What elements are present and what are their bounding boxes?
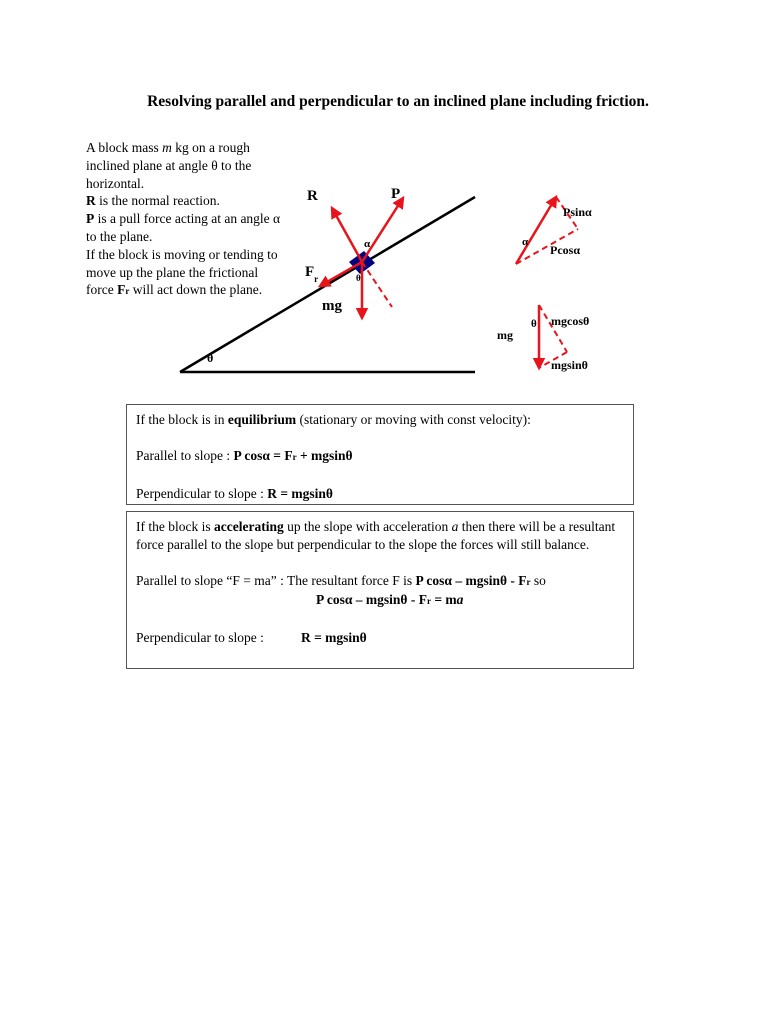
label-theta-block: θ [356,273,361,283]
mg-triangle-mgsin: mgsinθ [551,358,588,372]
label-P: P [391,186,401,202]
accelerating-equation: P cosα – mgsinθ - Fr = ma [316,592,464,608]
accelerating-perpendicular: Perpendicular to slope : R = mgsinθ [136,630,367,646]
base-theta-label: θ [207,351,214,365]
accelerating-box [126,511,634,669]
label-R: R [307,188,318,204]
p-triangle-alpha: α [522,236,529,248]
equilibrium-parallel: Parallel to slope : P cosα = Fr + mgsinθ [136,447,353,463]
inclined-plane-diagram [0,0,768,400]
equilibrium-perpendicular: Perpendicular to slope : R = mgsinθ [136,485,333,501]
mg-triangle-mg: mg [497,328,513,342]
intro-line-pull: P is a pull force acting at an angle α to the plane. [86,211,281,244]
mg-triangle-mgcos: mgcosθ [551,314,590,328]
intro-line-normal: R is the normal reaction. [86,193,220,209]
incline-line [180,197,475,372]
label-mg: mg [322,298,342,314]
mg-triangle-cos [539,305,567,352]
label-Fr: $F_r$ [305,264,319,284]
p-triangle-pcos: Pcosα [550,243,581,257]
accelerating-intro: If the block is accelerating up the slope with acceleration a then there will be a resultant force parallel to the slope but perpendicular to the slope the forces will still balance. [136,519,616,552]
p-triangle-psin: Psinα [563,205,592,219]
equilibrium-intro: If the block is in equilibrium (stationary or moving with const velocity): [136,412,531,427]
intro-line-mass: A block mass m kg on a rough inclined plane at angle θ to the horizontal. [86,140,252,191]
mg-triangle-theta: θ [531,318,537,330]
accelerating-parallel: Parallel to slope “F = ma” : The resultant force F is P cosα – mgsinθ - Fr so [136,572,546,588]
label-alpha: α [364,238,371,250]
normal-force-arrow [332,208,362,262]
equilibrium-box [126,404,634,505]
intro-line-friction: If the block is moving or tending to move up the plane the frictional force Fr will act down the plane. [86,246,278,298]
page-title: Resolving parallel and perpendicular to an inclined plane including friction. [147,93,649,110]
